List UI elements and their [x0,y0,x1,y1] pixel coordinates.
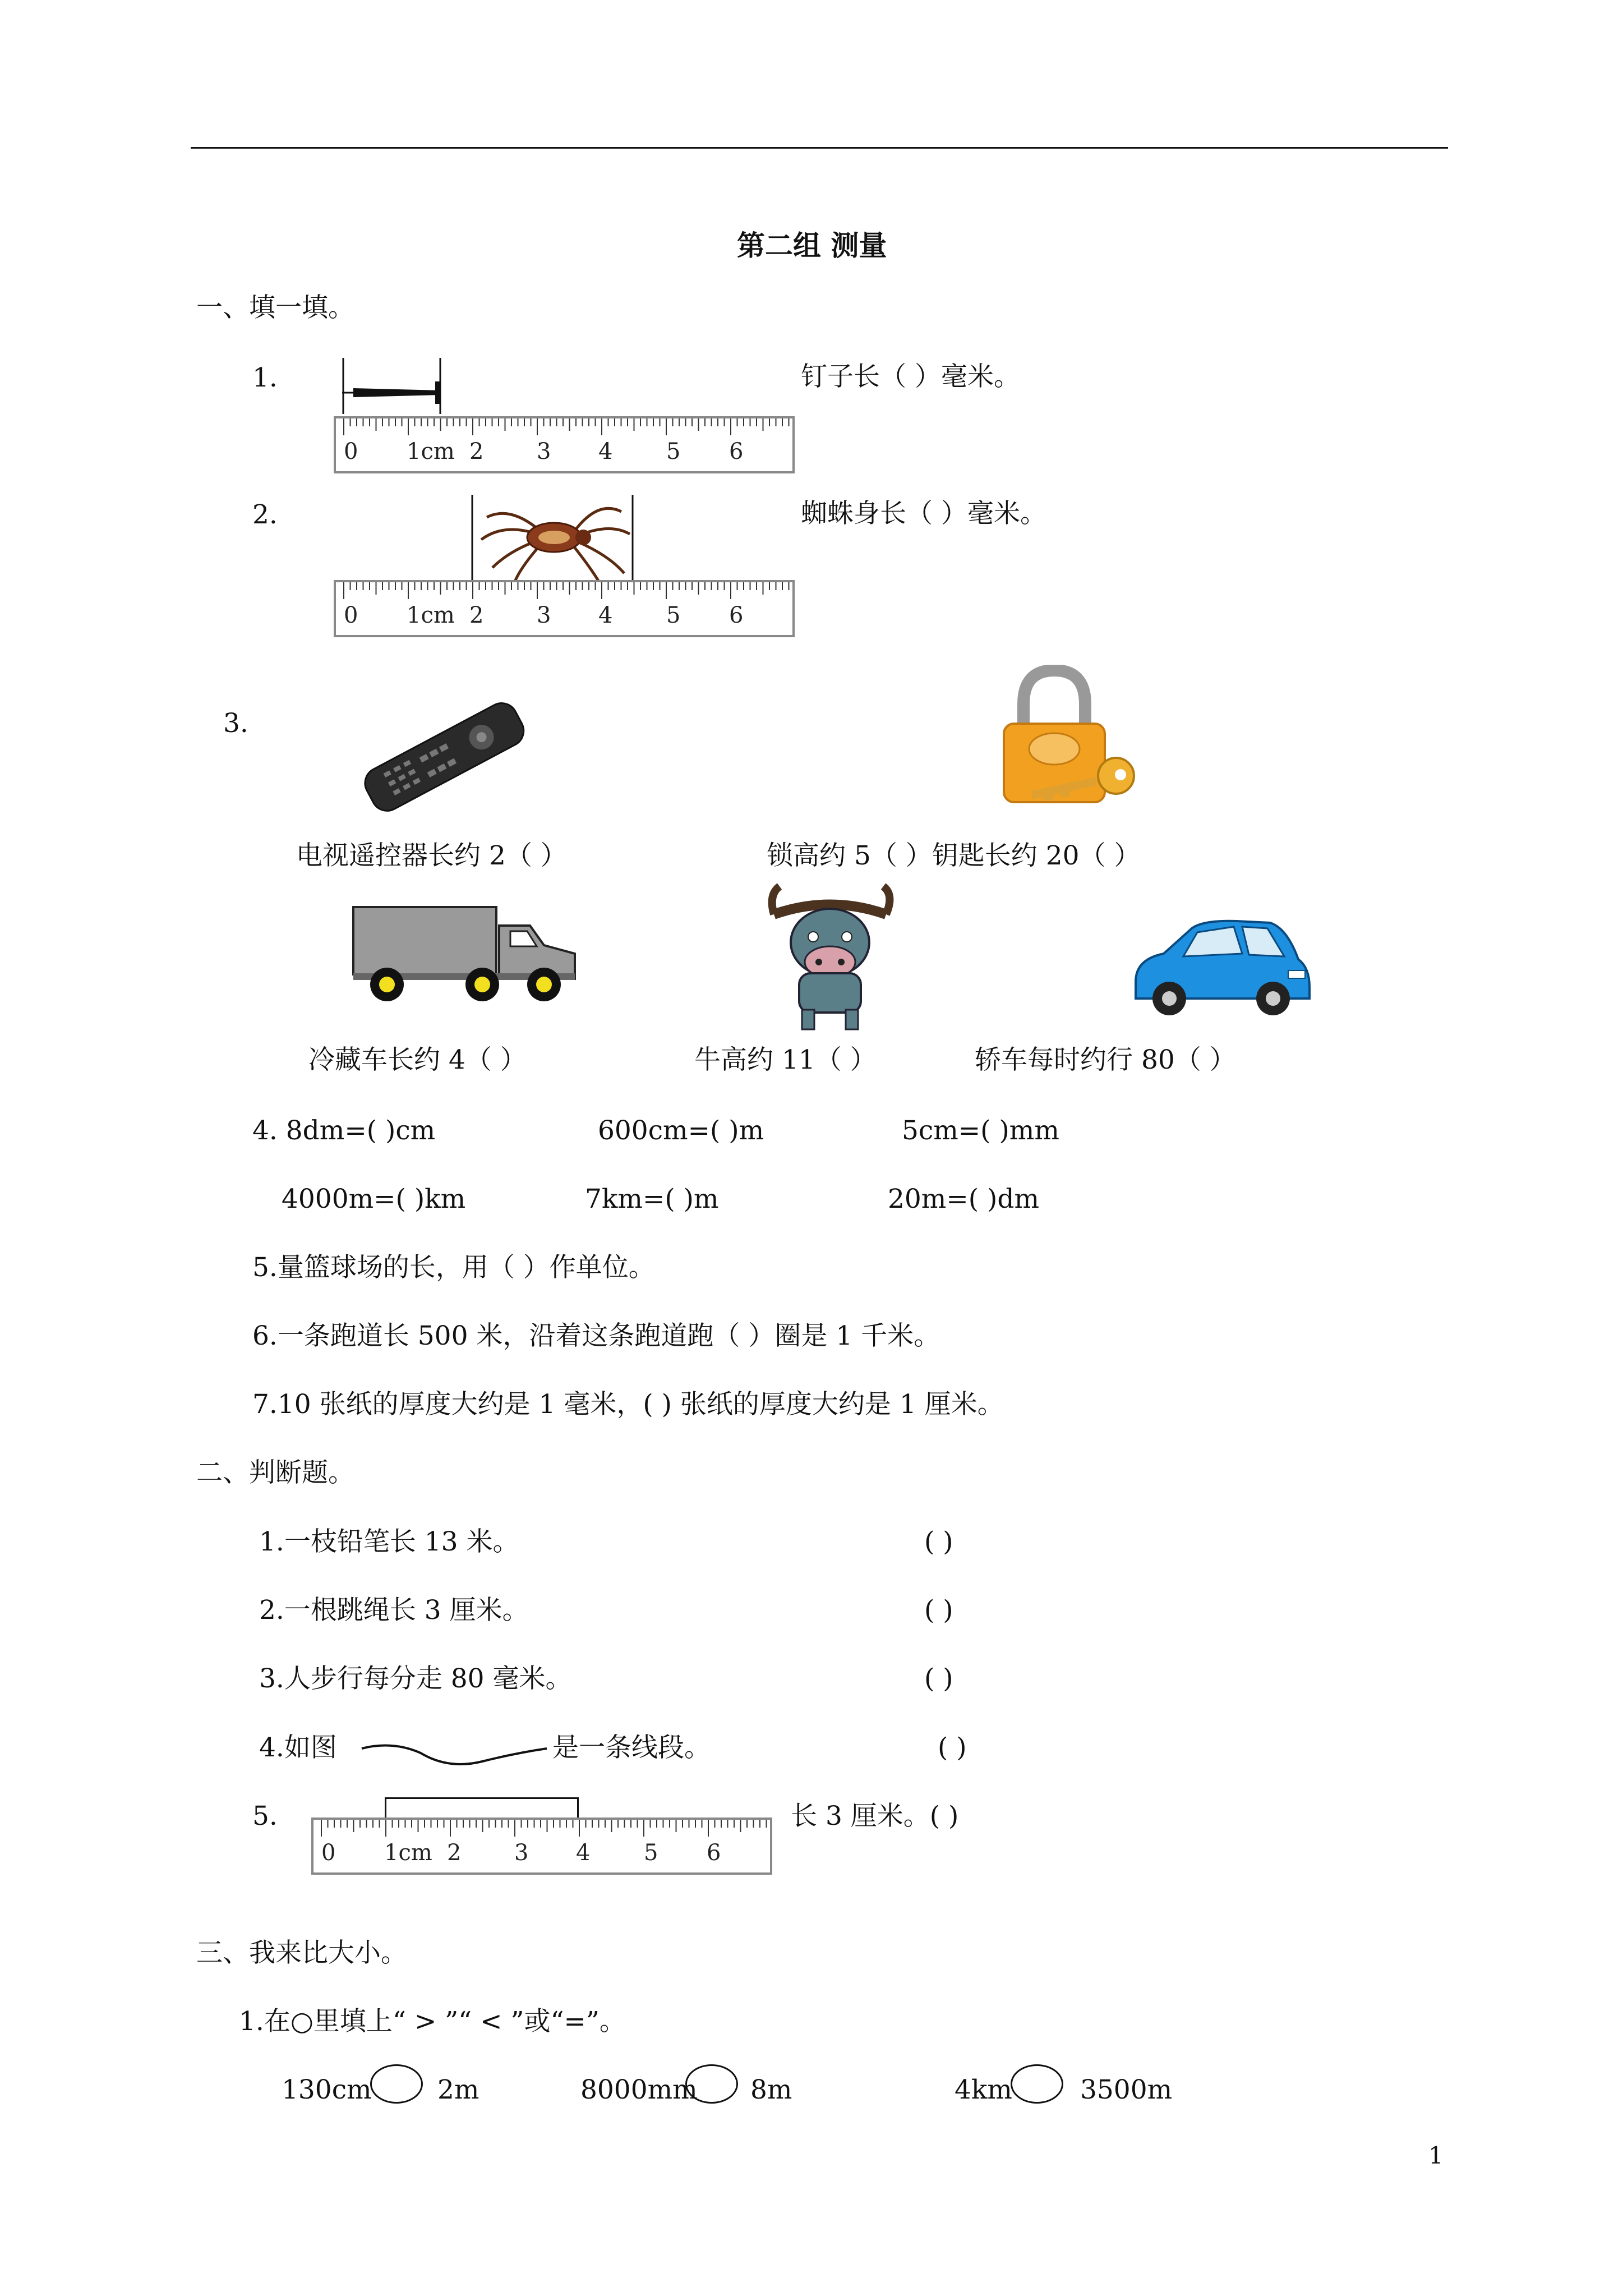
ruler-2 [334,580,795,637]
q4-conversion-d: 4000m=( )km [282,1184,466,1214]
q2-number: 2. [252,499,278,530]
ruler-1 [334,416,795,473]
q4-conversion-a: 4. 8dm=( )cm [252,1115,436,1146]
lock-and-key-icon [998,665,1150,811]
judge-item-4-suffix: 是一条线段。 [552,1732,711,1763]
section1-heading: 一、填一填。 [196,292,354,323]
nail-icon [336,353,449,415]
compare-right-1: 2m [437,2074,479,2105]
ruler-label: 5 [666,439,681,464]
q3-car-text: 轿车每时约行 80（ ） [975,1045,1236,1075]
section2-heading: 二、判断题。 [196,1457,354,1488]
car-icon [1130,914,1312,1027]
curve-line-figure [359,1731,550,1775]
q6-text: 6.一条跑道长 500 米，沿着这条跑道跑（ ）圈是 1 千米。 [252,1320,940,1351]
ruler-label: 3 [537,439,551,464]
header-rule [191,147,1448,149]
judge-item-4-prefix: 4.如图 [259,1732,337,1763]
ruler-label: 1cm [384,1840,432,1866]
truck-icon [351,900,580,1004]
ruler-label: 3 [514,1840,529,1866]
compare-left-2: 8000mm [580,2074,698,2105]
page-number: 1 [1428,2142,1444,2169]
q3-number: 3. [223,708,248,739]
q4-conversion-f: 20m=( )dm [888,1184,1040,1214]
ruler-label: 4 [598,439,613,464]
ruler-label: 2 [469,439,484,464]
judge-item-5-text: 长 3 厘米。( ) [791,1801,959,1832]
compare-right-3: 3500m [1080,2074,1173,2105]
ruler-label: 1cm [407,439,455,464]
q4-conversion-c: 5cm=( )mm [902,1115,1059,1146]
q4-conversion-b: 600cm=( )m [598,1115,764,1146]
judge-item-5-number: 5. [252,1801,278,1832]
compare-left-1: 130cm [282,2074,372,2105]
compare-circle-2[interactable] [685,2064,738,2104]
ox-icon [763,884,897,1032]
judge-item-2: 2.一根跳绳长 3 厘米。 [259,1595,529,1626]
compare-left-3: 4km [955,2074,1012,2105]
section3-heading: 三、我来比大小。 [196,1938,407,1968]
judge-bracket-2: ( ) [924,1595,953,1626]
judge-item-1: 1.一枝铅笔长 13 米。 [259,1526,519,1557]
q3-lock-text: 锁高约 5（ ）钥匙长约 20（ ） [767,840,1141,871]
compare-circle-3[interactable] [1011,2064,1063,2104]
q2-text: 蜘蛛身长（ ）毫米。 [801,498,1046,529]
ruler-label: 0 [344,602,358,628]
q1-number: 1. [252,362,278,393]
ruler-label: 4 [598,602,613,628]
ruler-label: 2 [469,602,484,628]
ruler-label: 3 [537,602,551,628]
ruler-label: 0 [344,439,358,464]
ruler-label: 5 [644,1840,658,1866]
remote-control-icon [348,682,538,830]
ruler-label: 2 [447,1840,462,1866]
q3-truck-text: 冷藏车长约 4（ ） [308,1045,527,1075]
q5-text: 5.量篮球场的长，用（ ）作单位。 [252,1252,655,1283]
ruler-label: 6 [729,602,744,628]
q4-conversion-e: 7km=( )m [585,1184,719,1214]
spider-icon [470,489,638,585]
compare-right-2: 8m [750,2074,792,2105]
ruler-label: 5 [666,602,681,628]
ruler-label: 6 [729,439,744,464]
q3-remote-text: 电视遥控器长约 2（ ） [296,840,567,871]
ruler-3 [311,1818,772,1875]
page-title: 第二组 测量 [737,229,887,262]
compare-circle-1[interactable] [370,2064,423,2104]
ruler-label: 1cm [407,602,455,628]
ruler-label: 6 [707,1840,721,1866]
ruler-label: 4 [576,1840,591,1866]
judge-bracket-4: ( ) [938,1732,967,1763]
ruler-label: 0 [321,1840,336,1866]
q1-text: 钉子长（ ）毫米。 [801,361,1020,392]
q7-text: 7.10 张纸的厚度大约是 1 毫米，( ) 张纸的厚度大约是 1 厘米。 [252,1389,1004,1420]
judge-item-3: 3.人步行每分走 80 毫米。 [259,1663,572,1694]
compare-instruction: 1.在○里填上“ > ”“ < ”或“=”。 [239,2006,626,2037]
judge-bracket-3: ( ) [924,1663,953,1694]
judge-bracket-1: ( ) [924,1526,953,1557]
q3-ox-text: 牛高约 11（ ） [694,1045,877,1075]
